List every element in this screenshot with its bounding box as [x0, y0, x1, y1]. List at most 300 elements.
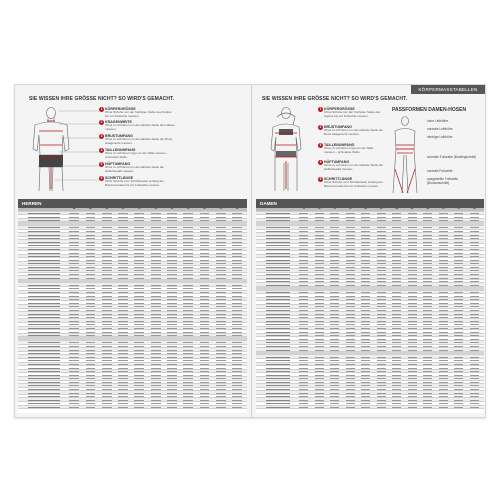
table-cell: [454, 328, 463, 329]
table-cell: [454, 281, 463, 282]
table-cell: [454, 242, 463, 243]
table-cell: [299, 310, 308, 311]
table-cell: [454, 274, 463, 275]
table-cell: [200, 288, 210, 289]
table-cell: [134, 310, 144, 311]
table-cell: [470, 292, 479, 293]
table-cell: [392, 389, 401, 390]
table-cell: [183, 253, 193, 254]
table-cell: [134, 303, 144, 304]
table-cell: [330, 299, 339, 300]
row-label: [28, 306, 60, 307]
table-cell: [330, 242, 339, 243]
table-cell: [454, 403, 463, 404]
row-label: [28, 360, 60, 361]
table-cell: [392, 217, 401, 218]
table-cell: [470, 403, 479, 404]
table-cell: [86, 253, 96, 254]
table-cell: [216, 231, 226, 232]
table-cell: [102, 274, 112, 275]
table-cell: [200, 342, 210, 343]
row-label: [266, 321, 290, 322]
table-cell: [69, 253, 79, 254]
table-cell: [102, 299, 112, 300]
left-headline: SIE WISSEN IHRE GRÖSSE NICHT? SO WIRD'S GEMACHT.: [29, 96, 175, 102]
table-cell: [86, 364, 96, 365]
table-cell: [151, 296, 161, 297]
table-cell: [470, 267, 479, 268]
table-cell: [361, 242, 370, 243]
table-cell: [423, 253, 432, 254]
table-cell: [470, 375, 479, 376]
table-cell: [134, 357, 144, 358]
table-cell: [470, 231, 479, 232]
table-cell: [183, 328, 193, 329]
table-cell: [346, 267, 355, 268]
table-cell: [134, 328, 144, 329]
table-cell: [232, 288, 242, 289]
table-cell: [183, 396, 193, 397]
table-cell: [346, 324, 355, 325]
table-cell: [232, 400, 242, 401]
table-cell: [454, 256, 463, 257]
table-cell: [315, 389, 324, 390]
size-header-cell: 44: [72, 208, 76, 210]
table-cell: [315, 346, 324, 347]
table-cell: [151, 335, 161, 336]
table-cell: [423, 292, 432, 293]
table-cell: [470, 213, 479, 214]
table-cell: [232, 213, 242, 214]
table-cell: [216, 238, 226, 239]
table-cell: [439, 231, 448, 232]
table-cell: [232, 220, 242, 221]
table-cell: [361, 231, 370, 232]
row-label: [28, 382, 60, 383]
table-cell: [377, 339, 386, 340]
row-label: [28, 267, 60, 268]
table-cell: [167, 400, 177, 401]
table-cell: [377, 249, 386, 250]
table-cell: [86, 389, 96, 390]
table-cell: [315, 235, 324, 236]
table-cell: [167, 270, 177, 271]
table-cell: [216, 403, 226, 404]
table-cell: [361, 339, 370, 340]
table-cell: [167, 407, 177, 408]
table-cell: [183, 306, 193, 307]
table-cell: [69, 346, 79, 347]
row-label: [28, 400, 60, 401]
table-cell: [134, 245, 144, 246]
fit-label-low-rise: niedrige Leibhöhe: [427, 135, 453, 139]
table-cell: [69, 274, 79, 275]
table-cell: [183, 285, 193, 286]
table-cell: [69, 220, 79, 221]
table-cell: [232, 249, 242, 250]
table-cell: [118, 400, 128, 401]
table-cell: [200, 324, 210, 325]
table-cell: [69, 278, 79, 279]
table-cell: [361, 407, 370, 408]
table-cell: [69, 310, 79, 311]
table-cell: [392, 285, 401, 286]
table-cell: [216, 364, 226, 365]
table-cell: [408, 245, 417, 246]
row-label: [28, 217, 60, 218]
table-cell: [216, 288, 226, 289]
table-cell: [167, 371, 177, 372]
table-cell: [183, 360, 193, 361]
table-cell: [134, 306, 144, 307]
table-cell: [216, 332, 226, 333]
table-cell: [392, 213, 401, 214]
table-cell: [86, 396, 96, 397]
table-cell: [69, 306, 79, 307]
size-header-cell: 54: [473, 208, 476, 210]
row-label: [266, 332, 290, 333]
table-cell: [183, 324, 193, 325]
table-cell: [439, 303, 448, 304]
table-cell: [454, 321, 463, 322]
table-cell: [361, 278, 370, 279]
fit-label-high-rise: hohe Leibhöhe: [427, 119, 449, 123]
table-cell: [377, 263, 386, 264]
table-cell: [69, 382, 79, 383]
table-cell: [361, 368, 370, 369]
table-cell: [408, 335, 417, 336]
table-cell: [86, 245, 96, 246]
table-cell: [346, 407, 355, 408]
table-cell: [200, 285, 210, 286]
table-cell: [330, 400, 339, 401]
table-cell: [86, 314, 96, 315]
measure-number-badge: 5: [100, 162, 103, 166]
table-cell: [454, 314, 463, 315]
table-cell: [408, 260, 417, 261]
table-cell: [454, 407, 463, 408]
table-cell: [151, 407, 161, 408]
table-cell: [216, 213, 226, 214]
table-cell: [315, 393, 324, 394]
table-cell: [315, 270, 324, 271]
table-cell: [200, 231, 210, 232]
table-cell: [408, 332, 417, 333]
table-cell: [361, 335, 370, 336]
table-cell: [377, 375, 386, 376]
table-cell: [454, 270, 463, 271]
table-cell: [183, 260, 193, 261]
table-cell: [454, 227, 463, 228]
table-cell: [392, 263, 401, 264]
table-cell: [118, 217, 128, 218]
row-label: [28, 403, 60, 404]
table-cell: [69, 263, 79, 264]
row-label: [28, 231, 60, 232]
table-cell: [200, 407, 210, 408]
table-cell: [392, 339, 401, 340]
table-cell: [439, 407, 448, 408]
table-cell: [330, 213, 339, 214]
table-cell: [200, 274, 210, 275]
table-cell: [392, 378, 401, 379]
table-cell: [361, 371, 370, 372]
table-cell: [134, 396, 144, 397]
table-cell: [408, 378, 417, 379]
table-cell: [69, 403, 79, 404]
measure-number-badge: 4: [319, 160, 322, 164]
table-cell: [216, 235, 226, 236]
row-label: [266, 335, 290, 336]
table-cell: [86, 213, 96, 214]
table-cell: [216, 292, 226, 293]
table-cell: [361, 360, 370, 361]
table-cell: [346, 400, 355, 401]
table-cell: [102, 350, 112, 351]
table-cell: [69, 389, 79, 390]
table-cell: [346, 281, 355, 282]
table-cell: [151, 245, 161, 246]
table-cell: [454, 324, 463, 325]
row-label: [266, 278, 290, 279]
row-label: [266, 238, 290, 239]
table-cell: [167, 364, 177, 365]
table-cell: [102, 360, 112, 361]
table-cell: [134, 249, 144, 250]
table-cell: [330, 321, 339, 322]
table-cell: [183, 310, 193, 311]
table-cell: [346, 335, 355, 336]
table-cell: [183, 245, 193, 246]
table-cell: [167, 389, 177, 390]
table-cell: [118, 296, 128, 297]
table-cell: [315, 357, 324, 358]
row-label: [28, 235, 60, 236]
table-cell: [408, 314, 417, 315]
table-cell: [134, 342, 144, 343]
table-cell: [151, 357, 161, 358]
table-cell: [439, 310, 448, 311]
table-cell: [315, 278, 324, 279]
table-cell: [216, 353, 226, 354]
table-cell: [330, 360, 339, 361]
table-cell: [299, 350, 308, 351]
table-cell: [86, 382, 96, 383]
table-cell: [299, 274, 308, 275]
table-cell: [423, 393, 432, 394]
table-cell: [216, 317, 226, 318]
table-cell: [134, 371, 144, 372]
row-label: [266, 227, 290, 228]
table-cell: [439, 342, 448, 343]
table-cell: [183, 357, 193, 358]
table-cell: [151, 317, 161, 318]
table-cell: [470, 310, 479, 311]
table-cell: [423, 332, 432, 333]
table-cell: [183, 299, 193, 300]
table-cell: [315, 378, 324, 379]
row-label: [28, 396, 60, 397]
table-cell: [377, 378, 386, 379]
table-cell: [118, 375, 128, 376]
table-cell: [330, 332, 339, 333]
table-cell: [315, 292, 324, 293]
table-cell: [134, 288, 144, 289]
table-cell: [86, 375, 96, 376]
row-label: [28, 288, 60, 289]
table-cell: [423, 267, 432, 268]
table-cell: [216, 245, 226, 246]
left-measure-1: KÖRPERGRÖSSE Ohne Schuhe von der höchsten Stelle des Kopfes bis zur Fußsohle messen.: [105, 107, 172, 118]
left-leader-lines: [55, 109, 101, 185]
section-tab: KÖRPERMASSTABELLEN: [411, 85, 485, 94]
table-cell: [216, 270, 226, 271]
row-label: [28, 213, 60, 214]
table-cell: [439, 332, 448, 333]
table-cell: [167, 260, 177, 261]
table-cell: [167, 217, 177, 218]
table-cell: [69, 213, 79, 214]
table-cell: [216, 368, 226, 369]
table-cell: [315, 385, 324, 386]
table-cell: [346, 317, 355, 318]
table-row: [18, 406, 247, 410]
table-cell: [361, 227, 370, 228]
table-cell: [151, 249, 161, 250]
table-cell: [118, 213, 128, 214]
size-header-cell: 34: [318, 208, 321, 210]
table-cell: [69, 371, 79, 372]
row-label: [266, 360, 290, 361]
table-cell: [299, 299, 308, 300]
table-cell: [346, 382, 355, 383]
table-cell: [439, 245, 448, 246]
table-cell: [346, 393, 355, 394]
table-cell: [439, 267, 448, 268]
table-cell: [408, 342, 417, 343]
row-label: [266, 342, 290, 343]
table-cell: [377, 407, 386, 408]
table-cell: [454, 339, 463, 340]
table-cell: [454, 342, 463, 343]
table-cell: [200, 382, 210, 383]
page-spine: [251, 85, 252, 417]
table-cell: [423, 270, 432, 271]
table-cell: [439, 357, 448, 358]
table-cell: [167, 346, 177, 347]
table-cell: [377, 314, 386, 315]
table-cell: [330, 389, 339, 390]
table-cell: [200, 328, 210, 329]
table-cell: [470, 235, 479, 236]
table-cell: [118, 263, 128, 264]
table-cell: [151, 375, 161, 376]
table-cell: [377, 389, 386, 390]
row-label: [28, 335, 60, 336]
table-cell: [408, 407, 417, 408]
table-cell: [102, 285, 112, 286]
table-cell: [167, 245, 177, 246]
row-label: [266, 260, 290, 261]
table-cell: [232, 235, 242, 236]
table-cell: [392, 256, 401, 257]
table-cell: [439, 278, 448, 279]
table-cell: [392, 382, 401, 383]
table-cell: [361, 256, 370, 257]
table-cell: [361, 303, 370, 304]
table-cell: [200, 270, 210, 271]
table-cell: [118, 350, 128, 351]
table-cell: [330, 368, 339, 369]
table-cell: [232, 364, 242, 365]
table-cell: [167, 314, 177, 315]
table-cell: [69, 360, 79, 361]
table-cell: [167, 220, 177, 221]
table-cell: [102, 385, 112, 386]
table-cell: [69, 227, 79, 228]
table-cell: [346, 321, 355, 322]
table-cell: [392, 292, 401, 293]
table-cell: [69, 288, 79, 289]
table-cell: [151, 403, 161, 404]
table-cell: [183, 400, 193, 401]
table-cell: [299, 339, 308, 340]
table-cell: [151, 306, 161, 307]
table-cell: [361, 396, 370, 397]
table-cell: [134, 299, 144, 300]
table-cell: [408, 350, 417, 351]
table-cell: [151, 400, 161, 401]
table-cell: [200, 321, 210, 322]
table-cell: [183, 350, 193, 351]
table-cell: [232, 382, 242, 383]
table-cell: [216, 396, 226, 397]
table-cell: [299, 346, 308, 347]
table-cell: [330, 281, 339, 282]
table-cell: [118, 407, 128, 408]
table-cell: [439, 227, 448, 228]
table-cell: [102, 396, 112, 397]
table-cell: [454, 253, 463, 254]
table-cell: [102, 332, 112, 333]
table-cell: [232, 242, 242, 243]
table-cell: [408, 249, 417, 250]
table-cell: [118, 342, 128, 343]
table-cell: [232, 346, 242, 347]
table-cell: [392, 278, 401, 279]
table-cell: [200, 403, 210, 404]
table-cell: [151, 353, 161, 354]
table-cell: [86, 321, 96, 322]
size-header-cell: 52: [457, 208, 460, 210]
table-cell: [299, 314, 308, 315]
size-header-cell: 52: [138, 208, 141, 210]
table-cell: [69, 353, 79, 354]
table-cell: [470, 389, 479, 390]
table-cell: [183, 378, 193, 379]
table-cell: [330, 339, 339, 340]
table-cell: [69, 385, 79, 386]
row-label: [266, 270, 290, 271]
table-cell: [86, 306, 96, 307]
table-cell: [377, 303, 386, 304]
row-label: [266, 231, 290, 232]
table-cell: [216, 267, 226, 268]
table-cell: [183, 213, 193, 214]
table-cell: [439, 213, 448, 214]
fit-label-flared-leg: ausgestellte Fußweite (Bootcutschnitt): [427, 177, 459, 185]
table-cell: [232, 375, 242, 376]
